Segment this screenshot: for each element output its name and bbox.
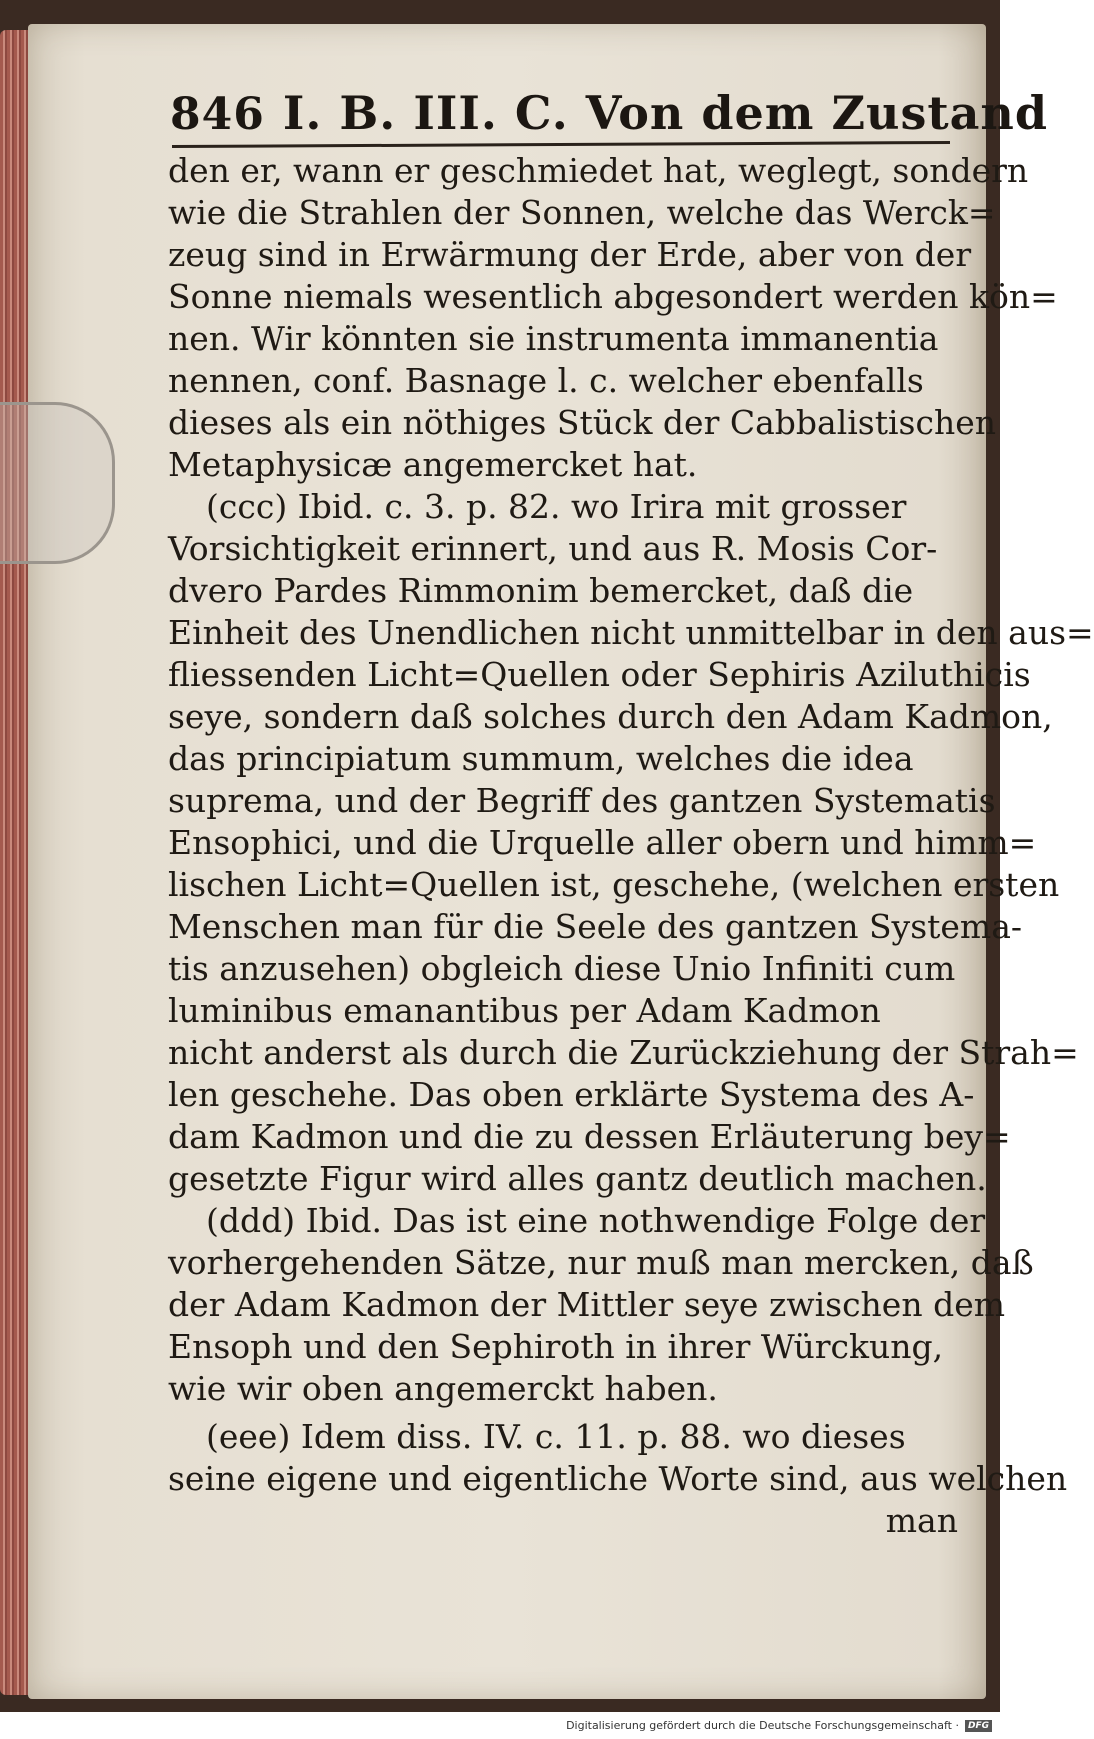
text-line: nennen, conf. Basnage l. c. welcher ebenfalls	[168, 361, 924, 400]
text-line: Einheit des Unendlichen nicht unmittelbar in den aus=	[168, 613, 1094, 652]
text-line: lischen Licht=Quellen ist, geschehe, (welchen ersten	[168, 865, 1060, 904]
footnote-ddd-start: (ddd) Ibid. Das ist eine nothwendige Folge der	[206, 1201, 986, 1240]
text-line: seye, sondern daß solches durch den Adam Kadmon,	[168, 697, 1053, 736]
footnote-eee-start: (eee) Idem diss. IV. c. 11. p. 88. wo dieses	[206, 1417, 906, 1456]
text-line: gesetzte Figur wird alles gantz deutlich machen.	[168, 1159, 987, 1198]
text-line: len geschehe. Das oben erklärte Systema des A-	[168, 1075, 975, 1114]
catchword: man	[885, 1501, 958, 1540]
text-line: Metaphysicæ angemercket hat.	[168, 445, 698, 484]
footnote-ccc-start: (ccc) Ibid. c. 3. p. 82. wo Irira mit grosser	[206, 487, 907, 526]
text-line: Menschen man für die Seele des gantzen Systema-	[168, 907, 1023, 946]
running-head: I. B. III. C. Von dem Zustand	[282, 86, 1049, 140]
text-line: suprema, und der Begriff des gantzen Systematis	[168, 781, 996, 820]
text-line: wie wir oben angemerckt haben.	[168, 1369, 718, 1408]
text-line: zeug sind in Erwärmung der Erde, aber von der	[168, 235, 972, 274]
text-line: dam Kadmon und die zu dessen Erläuterung bey=	[168, 1117, 1011, 1156]
text-line: fliessenden Licht=Quellen oder Sephiris Aziluthicis	[168, 655, 1031, 694]
text-line: Ensophici, und die Urquelle aller obern und himm=	[168, 823, 1037, 862]
text-line: luminibus emanantibus per Adam Kadmon	[168, 991, 881, 1030]
page-number: 846	[170, 89, 265, 140]
text-line: vorhergehenden Sätze, nur muß man mercken, daß	[168, 1243, 1034, 1282]
page-header	[170, 70, 1049, 140]
text-line: Sonne niemals wesentlich abgesondert werden kön=	[168, 277, 1058, 316]
text-line: den er, wann er geschmiedet hat, weglegt, sondern	[168, 151, 1029, 190]
text-line: nicht anderst als durch die Zurückziehung der Strah=	[168, 1033, 1079, 1072]
text-line: seine eigene und eigentliche Worte sind, aus welchen	[168, 1459, 1068, 1498]
digitization-credit	[0, 1712, 1000, 1739]
text-line: dieses als ein nöthiges Stück der Cabbalistischen	[168, 403, 997, 442]
text-line: das principiatum summum, welches die idea	[168, 739, 914, 778]
dfg-logo: DFG	[965, 1720, 992, 1732]
body-text	[168, 150, 1094, 1542]
text-line: dvero Pardes Rimmonim bemercket, daß die	[168, 571, 914, 610]
text-line: tis anzusehen) obgleich diese Unio Infiniti cum	[168, 949, 956, 988]
page-clip	[0, 402, 115, 564]
credit-text: Digitalisierung gefördert durch die Deutsche Forschungsgemeinschaft ·	[566, 1719, 959, 1732]
text-line: nen. Wir könnten sie instrumenta immanentia	[168, 319, 939, 358]
text-line: Vorsichtigkeit erinnert, und aus R. Mosis Cor-	[168, 529, 938, 568]
text-line: der Adam Kadmon der Mittler seye zwischen dem	[168, 1285, 1006, 1324]
text-line: Ensoph und den Sephiroth in ihrer Würckung,	[168, 1327, 944, 1366]
text-line: wie die Strahlen der Sonnen, welche das Werck=	[168, 193, 996, 232]
